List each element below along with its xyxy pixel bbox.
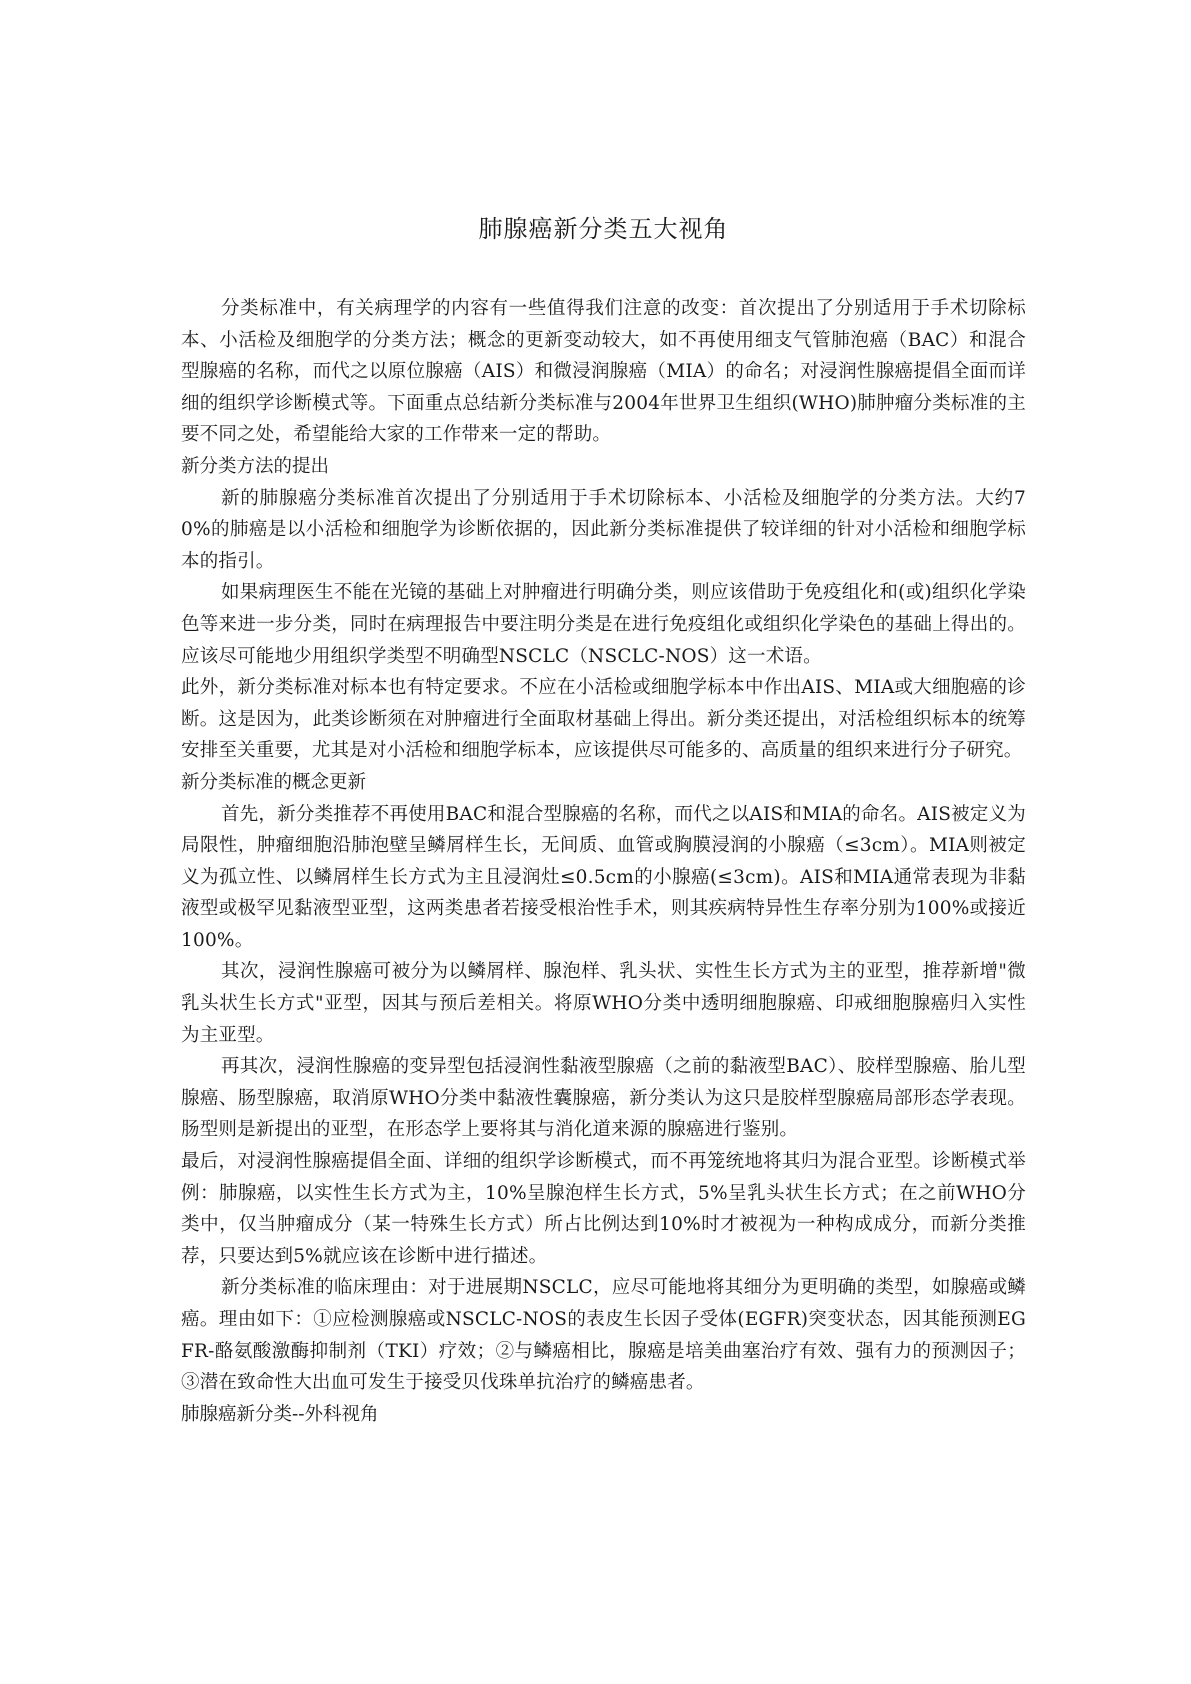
paragraph-concept-1: 首先，新分类推荐不再使用BAC和混合型腺癌的名称，而代之以AIS和MIA的命名。AIS被定义为局限性，肿瘤细胞沿肺泡壁呈鳞屑样生长，无间质、血管或胸膜浸润的小腺癌（≤3cm）。MIA则被定义为孤立性、以鳞屑样生长方式为主且浸润灶≤0.5cm的小腺癌(≤3cm)。AIS和MIA通常表现为非黏液型或极罕见黏液型亚型，这两类患者若接受根治性手术，则其疾病特异性生存率分别为100%或接近100%。 [181, 803, 1026, 951]
document-body [181, 293, 1026, 1430]
section-heading-new-methods: 新分类方法的提出 [181, 455, 330, 477]
section-heading-concept-update: 新分类标准的概念更新 [181, 771, 367, 793]
paragraph-clinical-reasons: 新分类标准的临床理由：对于进展期NSCLC，应尽可能地将其细分为更明确的类型，如腺癌或鳞癌。理由如下：①应检测腺癌或NSCLC-NOS的表皮生长因子受体(EGFR)突变状态，因其能预测EGFR-酪氨酸激酶抑制剂（TKI）疗效；②与鳞癌相比，腺癌是培美曲塞治疗有效、强有力的预测因子；③潜在致命性大出血可发生于接受贝伐珠单抗治疗的鳞癌患者。 [181, 1277, 1026, 1394]
paragraph-concept-4: 最后，对浸润性腺癌提倡全面、详细的组织学诊断模式，而不再笼统地将其归为混合亚型。诊断模式举例：肺腺癌，以实性生长方式为主，10%呈腺泡样生长方式，5%呈乳头状生长方式；在之前WHO分类中，仅当肿瘤成分（某一特殊生长方式）所占比例达到10%时才被视为一种构成成分，而新分类推荐，只要达到5%就应该在诊断中进行描述。 [181, 1151, 1026, 1267]
paragraph-methods-1: 新的肺腺癌分类标准首次提出了分别适用于手术切除标本、小活检及细胞学的分类方法。大约70%的肺癌是以小活检和细胞学为诊断依据的，因此新分类标准提供了较详细的针对小活检和细胞学标本的指引。 [181, 487, 1026, 572]
section-heading-surgical-view: 肺腺癌新分类--外科视角 [181, 1403, 379, 1425]
paragraph-methods-2: 如果病理医生不能在光镜的基础上对肿瘤进行明确分类，则应该借助于免疫组化和(或)组织化学染色等来进一步分类，同时在病理报告中要注明分类是在进行免疫组化或组织化学染色的基础上得出的。应该尽可能地少用组织学类型不明确型NSCLC（NSCLC-NOS）这一术语。 [181, 582, 1026, 667]
paragraph-intro: 分类标准中，有关病理学的内容有一些值得我们注意的改变：首次提出了分别适用于手术切除标本、小活检及细胞学的分类方法；概念的更新变动较大，如不再使用细支气管肺泡癌（BAC）和混合型腺癌的名称，而代之以原位腺癌（AIS）和微浸润腺癌（MIA）的命名；对浸润性腺癌提倡全面而详细的组织学诊断模式等。下面重点总结新分类标准与2004年世界卫生组织(WHO)肺肿瘤分类标准的主要不同之处，希望能给大家的工作带来一定的帮助。 [181, 298, 1026, 446]
paragraph-concept-2: 其次，浸润性腺癌可被分为以鳞屑样、腺泡样、乳头状、实性生长方式为主的亚型，推荐新增"微乳头状生长方式"亚型，因其与预后差相关。将原WHO分类中透明细胞腺癌、印戒细胞腺癌归入实性为主亚型。 [181, 961, 1026, 1046]
document-title: 肺腺癌新分类五大视角 [478, 215, 729, 243]
paragraph-methods-3: 此外，新分类标准对标本也有特定要求。不应在小活检或细胞学标本中作出AIS、MIA或大细胞癌的诊断。这是因为，此类诊断须在对肿瘤进行全面取材基础上得出。新分类还提出，对活检组织标本的统筹安排至关重要，尤其是对小活检和细胞学标本，应该提供尽可能多的、高质量的组织来进行分子研究。 [181, 677, 1026, 762]
paragraph-concept-3: 再其次，浸润性腺癌的变异型包括浸润性黏液型腺癌（之前的黏液型BAC）、胶样型腺癌、胎儿型腺癌、肠型腺癌，取消原WHO分类中黏液性囊腺癌，新分类认为这只是胶样型腺癌局部形态学表现。肠型则是新提出的亚型，在形态学上要将其与消化道来源的腺癌进行鉴别。 [181, 1056, 1026, 1141]
